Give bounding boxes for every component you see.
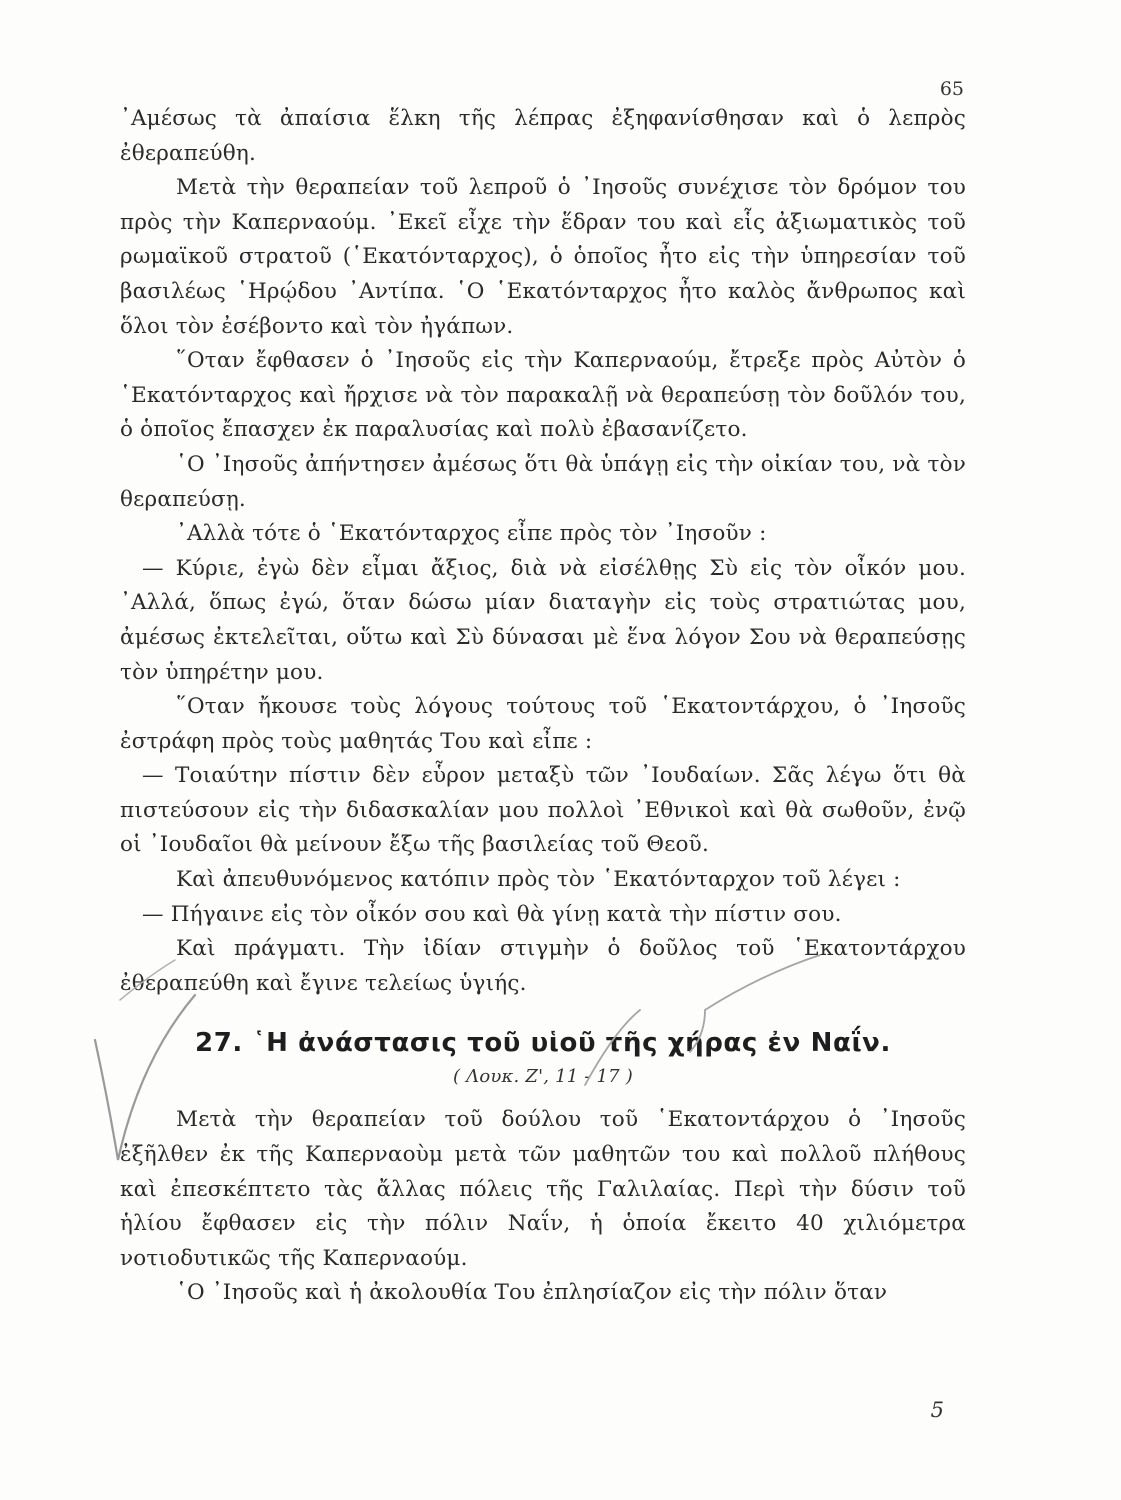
paragraph: Καὶ πράγματι. Τὴν ἰδίαν στιγμὴν ὁ δοῦλος τοῦ ῾Εκατοντάρχου ἐθεραπεύθη καὶ ἔγινε τελείως ὑγιής. [120, 936, 966, 996]
paragraphs-after [120, 1103, 966, 1311]
paragraph: ῾Ο ᾿Ιησοῦς καὶ ἡ ἀκολουθία Του ἐπλησίαζον εἰς τὴν πόλιν ὅταν [176, 1280, 888, 1306]
paragraph: ῞Οταν ἔφθασεν ὁ ᾿Ιησοῦς εἰς τὴν Καπερναούμ, ἔτρεξε πρὸς Αὐτὸν ὁ ῾Εκατόνταρχος καὶ ἤρχισε νὰ τὸν παρακαλῇ νὰ θεραπεύσῃ τὸν δοῦλόν του, ὁ ὁποῖος ἔπασχεν ἐκ παραλυσίας καὶ πολὺ ἐβασανίζετο. [120, 348, 966, 443]
paragraph: ῞Οταν ἤκουσε τοὺς λόγους τούτους τοῦ ῾Εκατοντάρχου, ὁ ᾿Ιησοῦς ἐστράφη πρὸς τοὺς μαθητάς Του καὶ εἶπε : [120, 694, 966, 754]
section-reference: ( Λουκ. Ζ', 11 - 17 ) [453, 1066, 633, 1088]
paragraph: ᾿Αλλὰ τότε ὁ ῾Εκατόνταρχος εἶπε πρὸς τὸν ᾿Ιησοῦν : [176, 521, 767, 547]
dialogue-paragraph: — Πήγαινε εἰς τὸν οἶκόν σου καὶ θὰ γίνῃ κατὰ τὴν πίστιν σου. [142, 901, 842, 927]
paragraph: Μετὰ τὴν θεραπείαν τοῦ δούλου τοῦ ῾Εκατοντάρχου ὁ ᾿Ιησοῦς ἐξῆλθεν ἐκ τῆς Καπερναοὺμ μετὰ τῶν μαθητῶν του καὶ πολλοῦ πλήθους καὶ ἐπεσκέπτετο τὰς ἄλλας πόλεις τῆς Γαλιλαίας. Περὶ τὴν δύσιν τοῦ ἡλίου ἔφθασεν εἰς τὴν πόλιν Ναΐν, ἡ ὁποία ἔκειτο 40 χιλιόμετρα νοτιοδυτικῶς τῆς Καπερναούμ. [120, 1107, 966, 1271]
page-number-bottom: 5 [930, 1398, 944, 1422]
page-body [120, 102, 966, 1311]
page-number-top: 65 [939, 78, 964, 100]
dialogue-paragraph: — Τοιαύτην πίστιν δὲν εὗρον μεταξὺ τῶν ᾿Ιουδαίων. Σᾶς λέγω ὅτι θὰ πιστεύσουν εἰς τὴν διδασκαλίαν μου πολλοὶ ᾿Εθνικοὶ καὶ θὰ σωθοῦν, ἐνῷ οἱ ᾿Ιουδαῖοι θὰ μείνουν ἔξω τῆς βασιλείας τοῦ Θεοῦ. [120, 763, 966, 858]
paragraph: ᾿Αμέσως τὰ ἀπαίσια ἕλκη τῆς λέπρας ἐξηφανίσθησαν καὶ ὁ λεπρὸς ἐθεραπεύθη. [120, 106, 966, 166]
paragraph: Καὶ ἀπευθυνόμενος κατόπιν πρὸς τὸν ῾Εκατόνταρχον τοῦ λέγει : [176, 867, 901, 893]
paragraph: Μετὰ τὴν θεραπείαν τοῦ λεπροῦ ὁ ᾿Ιησοῦς συνέχισε τὸν δρόμον του πρὸς τὴν Καπερναούμ. ᾿Εκεῖ εἶχε τὴν ἕδραν του καὶ εἷς ἀξιωματικὸς τοῦ ρωμαϊκοῦ στρατοῦ (῾Εκατόνταρχος), ὁ ὁποῖος ἦτο εἰς τὴν ὑπηρεσίαν τοῦ βασιλέως ῾Ηρῴδου ᾿Αντίπα. ῾Ο ῾Εκατόνταρχος ἦτο καλὸς ἄνθρωπος καὶ ὅλοι τὸν ἐσέβοντο καὶ τὸν ἠγάπων. [120, 175, 966, 339]
paragraph: ῾Ο ᾿Ιησοῦς ἀπήντησεν ἀμέσως ὅτι θὰ ὑπάγῃ εἰς τὴν οἰκίαν του, νὰ τὸν θεραπεύσῃ. [120, 451, 966, 512]
paragraphs-before [120, 102, 966, 1001]
section-heading: 27. ῾Η ἀνάστασις τοῦ υἱοῦ τῆς χήρας ἐν Ναΐν. [195, 1028, 891, 1059]
dialogue-paragraph: — Κύριε, ἐγὼ δὲν εἶμαι ἄξιος, διὰ νὰ εἰσέλθῃς Σὺ εἰς τὸν οἶκόν μου. ᾿Αλλά, ὅπως ἐγώ, ὅταν δώσω μίαν διαταγὴν εἰς τοὺς στρατιώτας μου, ἀμέσως ἐκτελεῖται, οὕτω καὶ Σὺ δύνασαι μὲ ἕνα λόγον Σου νὰ θεραπεύσῃς τὸν ὑπηρέτην μου. [120, 555, 966, 685]
